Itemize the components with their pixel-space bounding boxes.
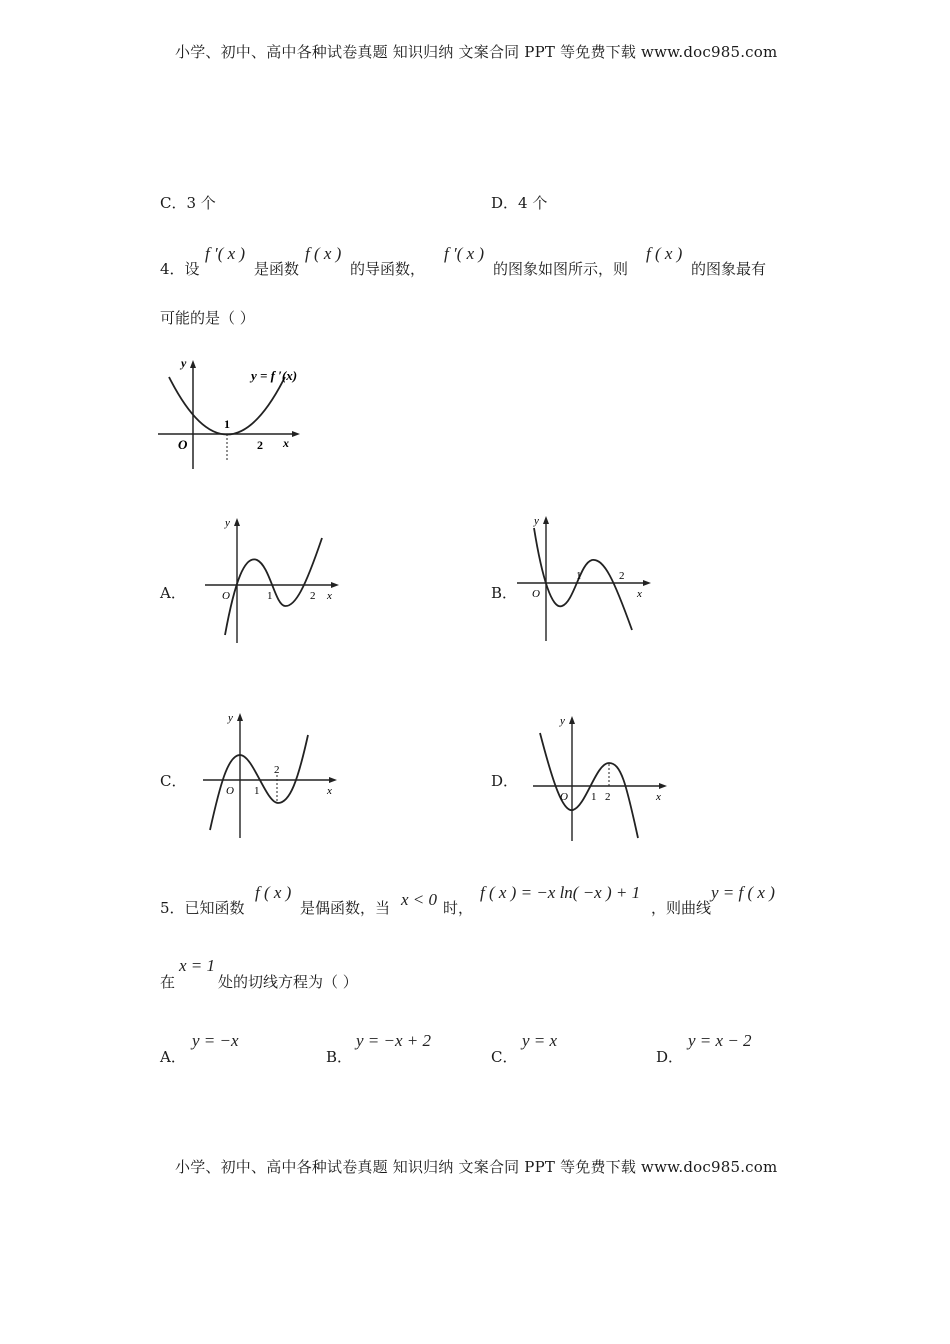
curve [210,735,308,830]
q3-option-c: C．3 个 [160,194,216,212]
svg-text:x: x [327,590,332,602]
svg-text:1: 1 [591,791,597,803]
q4-text-1: 是函数 [254,260,300,278]
y-axis-arrow [190,360,196,368]
svg-text:1: 1 [267,590,273,602]
q5-math-f: f ( x ) [255,883,292,902]
q5-prefix: 5．已知函数 [160,899,245,917]
svg-text:x: x [637,588,642,600]
svg-text:y: y [225,517,230,529]
svg-text:O: O [226,785,234,797]
curve [225,538,322,635]
q4-option-a-label[interactable]: A． [160,584,186,602]
svg-text:2: 2 [310,590,316,602]
q4-option-d-label[interactable]: D． [491,772,519,790]
q5-option-d-math[interactable]: y = x − 2 [688,1031,752,1050]
q5-option-d-label[interactable]: D． [656,1048,684,1066]
q4-prefix: 4．设 [160,260,200,278]
svg-text:y: y [560,715,565,727]
q4-text-4: 的图象最有 [691,260,767,278]
q5-line2-prefix: 在 [160,973,176,991]
page-header: 小学、初中、高中各种试卷真题 知识归纳 文案合同 PPT 等免费下载 www.doc985.com [175,43,778,61]
svg-text:O: O [532,588,540,600]
svg-text:y: y [534,515,539,527]
page-footer: 小学、初中、高中各种试卷真题 知识归纳 文案合同 PPT 等免费下载 www.doc985.com [175,1158,778,1176]
q5-option-b-math[interactable]: y = −x + 2 [356,1031,432,1050]
q4-option-d-graph[interactable] [528,708,678,848]
q5-option-b-label[interactable]: B． [326,1048,353,1066]
svg-text:2: 2 [605,791,611,803]
svg-text:2: 2 [619,570,625,582]
q5-math-xlt0: x < 0 [401,890,438,909]
curve-label: y = f ′(x) [251,368,298,383]
q5-math-x1: x = 1 [179,956,216,975]
q4-option-b-label[interactable]: B． [491,584,518,602]
svg-text:1: 1 [254,785,260,797]
q5-math-fdef: f ( x ) = −x ln( −x ) + 1 [480,883,641,902]
q5-option-c-math[interactable]: y = x [522,1031,558,1050]
q4-option-c-graph[interactable] [198,705,348,845]
q4-text-3: 的图象如图所示，则 [493,260,629,278]
svg-text:1: 1 [576,570,582,582]
q5-option-a-math[interactable]: y = −x [192,1031,239,1050]
q4-math-fprime-1: f ′( x ) [205,244,246,263]
svg-text:O: O [222,590,230,602]
q5-text-1: 是偶函数，当 [300,899,391,917]
tick-label-1: 1 [224,417,230,431]
q5-line2-suffix: 处的切线方程为（ ） [218,973,358,991]
q4-math-f-2: f ( x ) [646,244,683,263]
q4-math-fprime-2: f ′( x ) [444,244,485,263]
svg-text:2: 2 [274,764,280,776]
q5-math-yfx: y = f ( x ) [711,883,775,902]
q5-text-3: ，则曲线 [651,899,712,917]
curve [534,528,632,630]
q5-option-c-label[interactable]: C． [491,1048,518,1066]
q4-line-2: 可能的是（ ） [160,309,255,327]
y-label: y [181,356,187,370]
q4-option-c-label[interactable]: C． [160,772,187,790]
tick-label-2: 2 [257,438,263,452]
origin-label: O [178,437,188,452]
svg-text:x: x [656,791,661,803]
q4-text-2: 的导函数， [350,260,426,278]
svg-text:O: O [560,791,568,803]
svg-text:y: y [228,712,233,724]
q5-text-2: 时， [443,899,474,917]
q4-option-b-graph[interactable] [512,508,662,648]
x-axis-arrow [292,431,300,437]
q4-math-f-1: f ( x ) [305,244,342,263]
q3-option-d: D．4 个 [491,194,548,212]
q4-option-a-graph[interactable] [200,510,350,650]
q4-main-graph [155,352,315,477]
x-label: x [283,436,289,450]
svg-text:x: x [327,785,332,797]
q5-option-a-label[interactable]: A． [160,1048,186,1066]
